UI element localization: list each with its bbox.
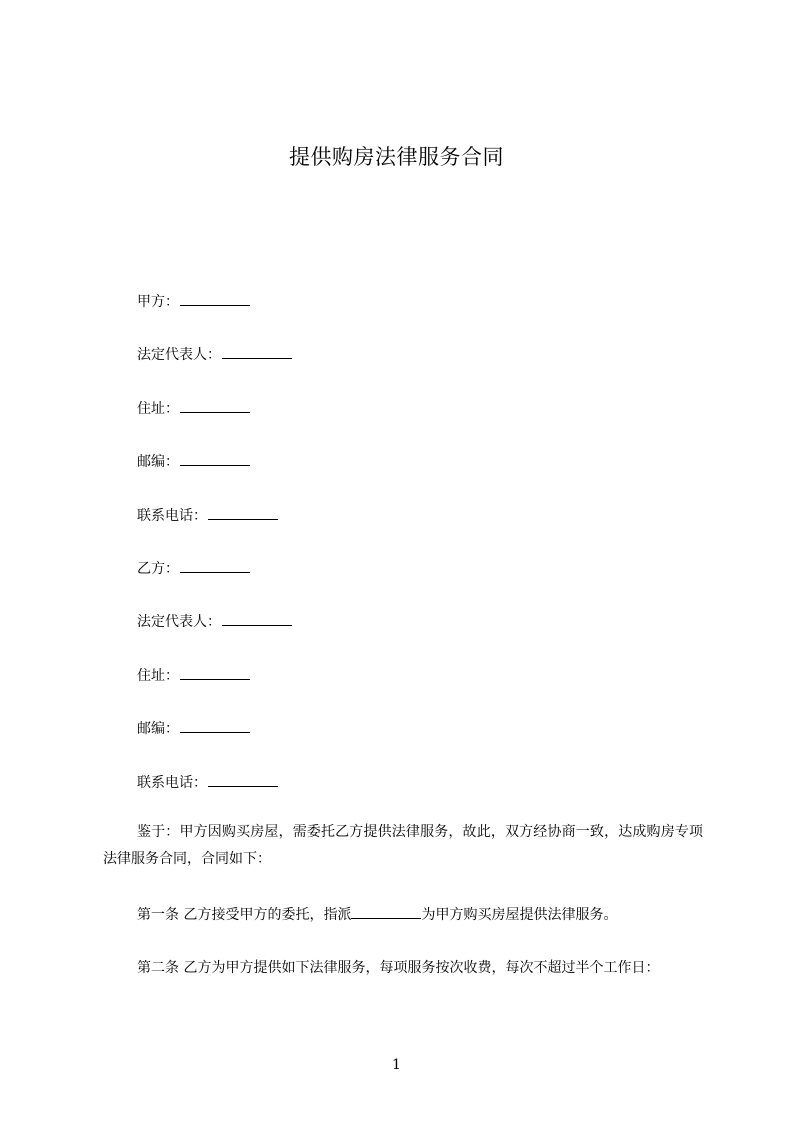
party-b-rep-blank bbox=[222, 611, 292, 626]
party-a-address-line bbox=[137, 398, 250, 419]
document-title: 提供购房法律服务合同 bbox=[289, 145, 504, 169]
party-b-rep-line bbox=[137, 611, 292, 632]
party-b-name-blank bbox=[180, 558, 250, 573]
party-b-name-label: 乙方： bbox=[137, 561, 179, 577]
party-a-address-blank bbox=[180, 398, 250, 413]
party-a-name-line bbox=[137, 291, 250, 312]
party-b-address-blank bbox=[180, 665, 250, 680]
party-b-postcode-label: 邮编： bbox=[137, 721, 179, 737]
article-1-text-after: 为甲方购买房屋提供法律服务。 bbox=[421, 907, 618, 923]
preamble-paragraph: 鉴于：甲方因购买房屋，需委托乙方提供法律服务，故此，双方经协商一致，达成购房专项法律服务合同，合同如下： bbox=[103, 824, 703, 867]
party-a-phone-line bbox=[137, 505, 278, 526]
party-a-name-label: 甲方： bbox=[137, 294, 179, 310]
party-b-postcode-line bbox=[137, 718, 250, 739]
party-a-phone-label: 联系电话： bbox=[137, 508, 207, 524]
article-1-paragraph bbox=[137, 904, 617, 925]
party-b-phone-blank bbox=[208, 772, 278, 787]
party-b-address-line bbox=[137, 665, 250, 686]
article-1-blank bbox=[351, 904, 421, 919]
party-b-phone-line bbox=[137, 772, 278, 793]
page-number: 1 bbox=[392, 1057, 401, 1073]
party-a-phone-blank bbox=[208, 505, 278, 520]
party-a-postcode-blank bbox=[180, 451, 250, 466]
party-a-rep-line bbox=[137, 344, 292, 365]
party-a-address-label: 住址： bbox=[137, 401, 179, 417]
party-a-name-blank bbox=[180, 291, 250, 306]
party-b-phone-label: 联系电话： bbox=[137, 775, 207, 791]
party-b-address-label: 住址： bbox=[137, 668, 179, 684]
article-1-text-before: 第一条 乙方接受甲方的委托，指派 bbox=[137, 907, 352, 923]
article-2-paragraph: 第二条 乙方为甲方提供如下法律服务，每项服务按次收费，每次不超过半个工作日： bbox=[137, 960, 660, 976]
party-b-rep-label: 法定代表人： bbox=[137, 614, 221, 630]
party-a-rep-label: 法定代表人： bbox=[137, 347, 221, 363]
party-b-postcode-blank bbox=[180, 718, 250, 733]
party-a-postcode-line bbox=[137, 451, 250, 472]
party-a-postcode-label: 邮编： bbox=[137, 454, 179, 470]
party-b-name-line bbox=[137, 558, 250, 579]
party-a-rep-blank bbox=[222, 344, 292, 359]
